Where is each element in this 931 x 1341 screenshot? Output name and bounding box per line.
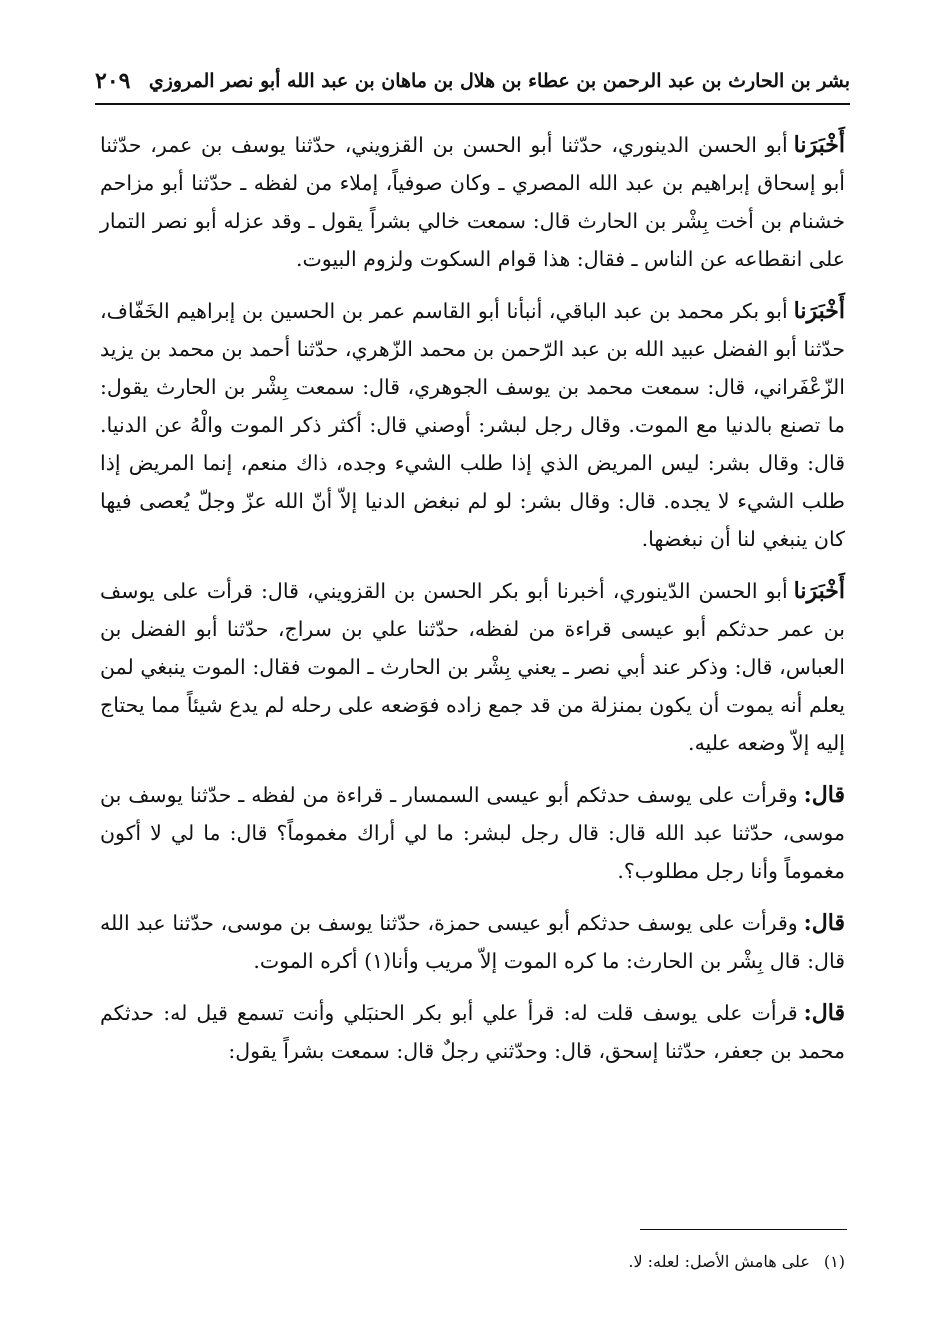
main-text [100,126,845,1084]
footnote-number: (١) [823,1252,845,1271]
paragraph-lead: قال: [803,910,845,936]
paragraph-2 [100,292,845,558]
paragraph-lead: أَخْبَرَنا [793,132,845,158]
header-divider [95,103,850,105]
paragraph-text: وقرأت على يوسف حدثكم أبو عيسى حمزة، حدّثنا يوسف بن موسى، حدّثنا عبد الله قال: قال بِشْر بن الحارث: ما كره الموت إلاّ مريب وأنا(١) أكره الموت. [100,911,845,973]
paragraph-3 [100,572,845,762]
paragraph-text: أبو بكر محمد بن عبد الباقي، أنبأنا أبو القاسم عمر بن الحسين بن إبراهيم الخَفّاف، حدّثنا أبو الفضل عبيد الله بن عبد الرّحمن بن محمد الزّهري، حدّثنا أحمد بن محمد بن يزيد الزّعْفَراني، قال: سمعت محمد بن يوسف الجوهري، قال: سمعت بِشْر بن الحارث يقول: ما تصنع بالدنيا مع الموت. وقال رجل لبشر: أوصني قال: أكثر ذكر الموت والْهُ عن الدنيا. قال: وقال بشر: ليس المريض الذي إذا طلب الشيء وجده، ذاك منعم، إنما المريض إذا طلب الشيء لا يجده. قال: وقال بشر: لو لم نبغض الدنيا إلاّ أنّ الله عزّ وجلّ يُعصى فيها كان ينبغي لنا أن نبغضها. [100,299,845,551]
footnote [628,1252,845,1271]
paragraph-text: وقرأت على يوسف حدثكم أبو عيسى السمسار ـ قراءة من لفظه ـ حدّثنا يوسف بن موسى، حدّثنا عبد الله قال: قال رجل لبشر: ما لي أراك مغموماً؟ قال: ما لي لا أكون مغموماً وأنا رجل مطلوب؟. [100,783,845,883]
footnote-text: على هامش الأصل: لعله: لا. [628,1252,810,1271]
paragraph-5 [100,904,845,980]
paragraph-6 [100,994,845,1070]
paragraph-text: قرأت على يوسف قلت له: قرأ علي أبو بكر الحنبَلي وأنت تسمع قيل له: حدثكم محمد بن جعفر، حدّثنا إسحق، قال: وحدّثني رجلٌ قال: سمعت بشراً يقول: [100,1001,845,1063]
paragraph-lead: أَخْبَرَنا [793,298,845,324]
paragraph-lead: قال: [803,782,845,808]
footnote-divider [640,1229,847,1230]
header-title: بشر بن الحارث بن عبد الرحمن بن عطاء بن هلال بن ماهان بن عبد الله أبو نصر المروزي [148,70,850,92]
paragraph-text: أبو الحسن الدّينوري، أخبرنا أبو بكر الحسن بن القزويني، قال: قرأت على يوسف بن عمر حدثكم أبو عيسى قراءة من لفظه، حدّثنا علي بن سراج، حدّثنا أبو الفضل بن العباس، قال: وذكر عند أبي نصر ـ يعني بِشْر بن الحارث ـ الموت فقال: الموت ينبغي لمن يعلم أنه يموت أن يكون بمنزلة من قد جمع زاده فوَضعه على رحله لم يدع شيئاً مما يحتاج إليه إلاّ وضعه عليه. [100,579,845,755]
paragraph-text: أبو الحسن الدينوري، حدّثنا أبو الحسن بن القزويني، حدّثنا يوسف بن عمر، حدّثنا أبو إسحاق إبراهيم بن عبد الله المصري ـ وكان صوفياً، إملاء من لفظه ـ حدّثنا أبو مزاحم خشنام بن أخت بِشْر بن الحارث قال: سمعت خالي بشراً يقول ـ وقد عزله أبو نصر التمار على انقطاعه عن الناس ـ فقال: هذا قوام السكوت ولزوم البيوت. [100,133,845,271]
page-number: ٢٠٩ [95,68,131,94]
paragraph-4 [100,776,845,890]
running-header [95,62,850,102]
paragraph-lead: أَخْبَرَنا [793,578,845,604]
paragraph-1 [100,126,845,278]
paragraph-lead: قال: [803,1000,845,1026]
